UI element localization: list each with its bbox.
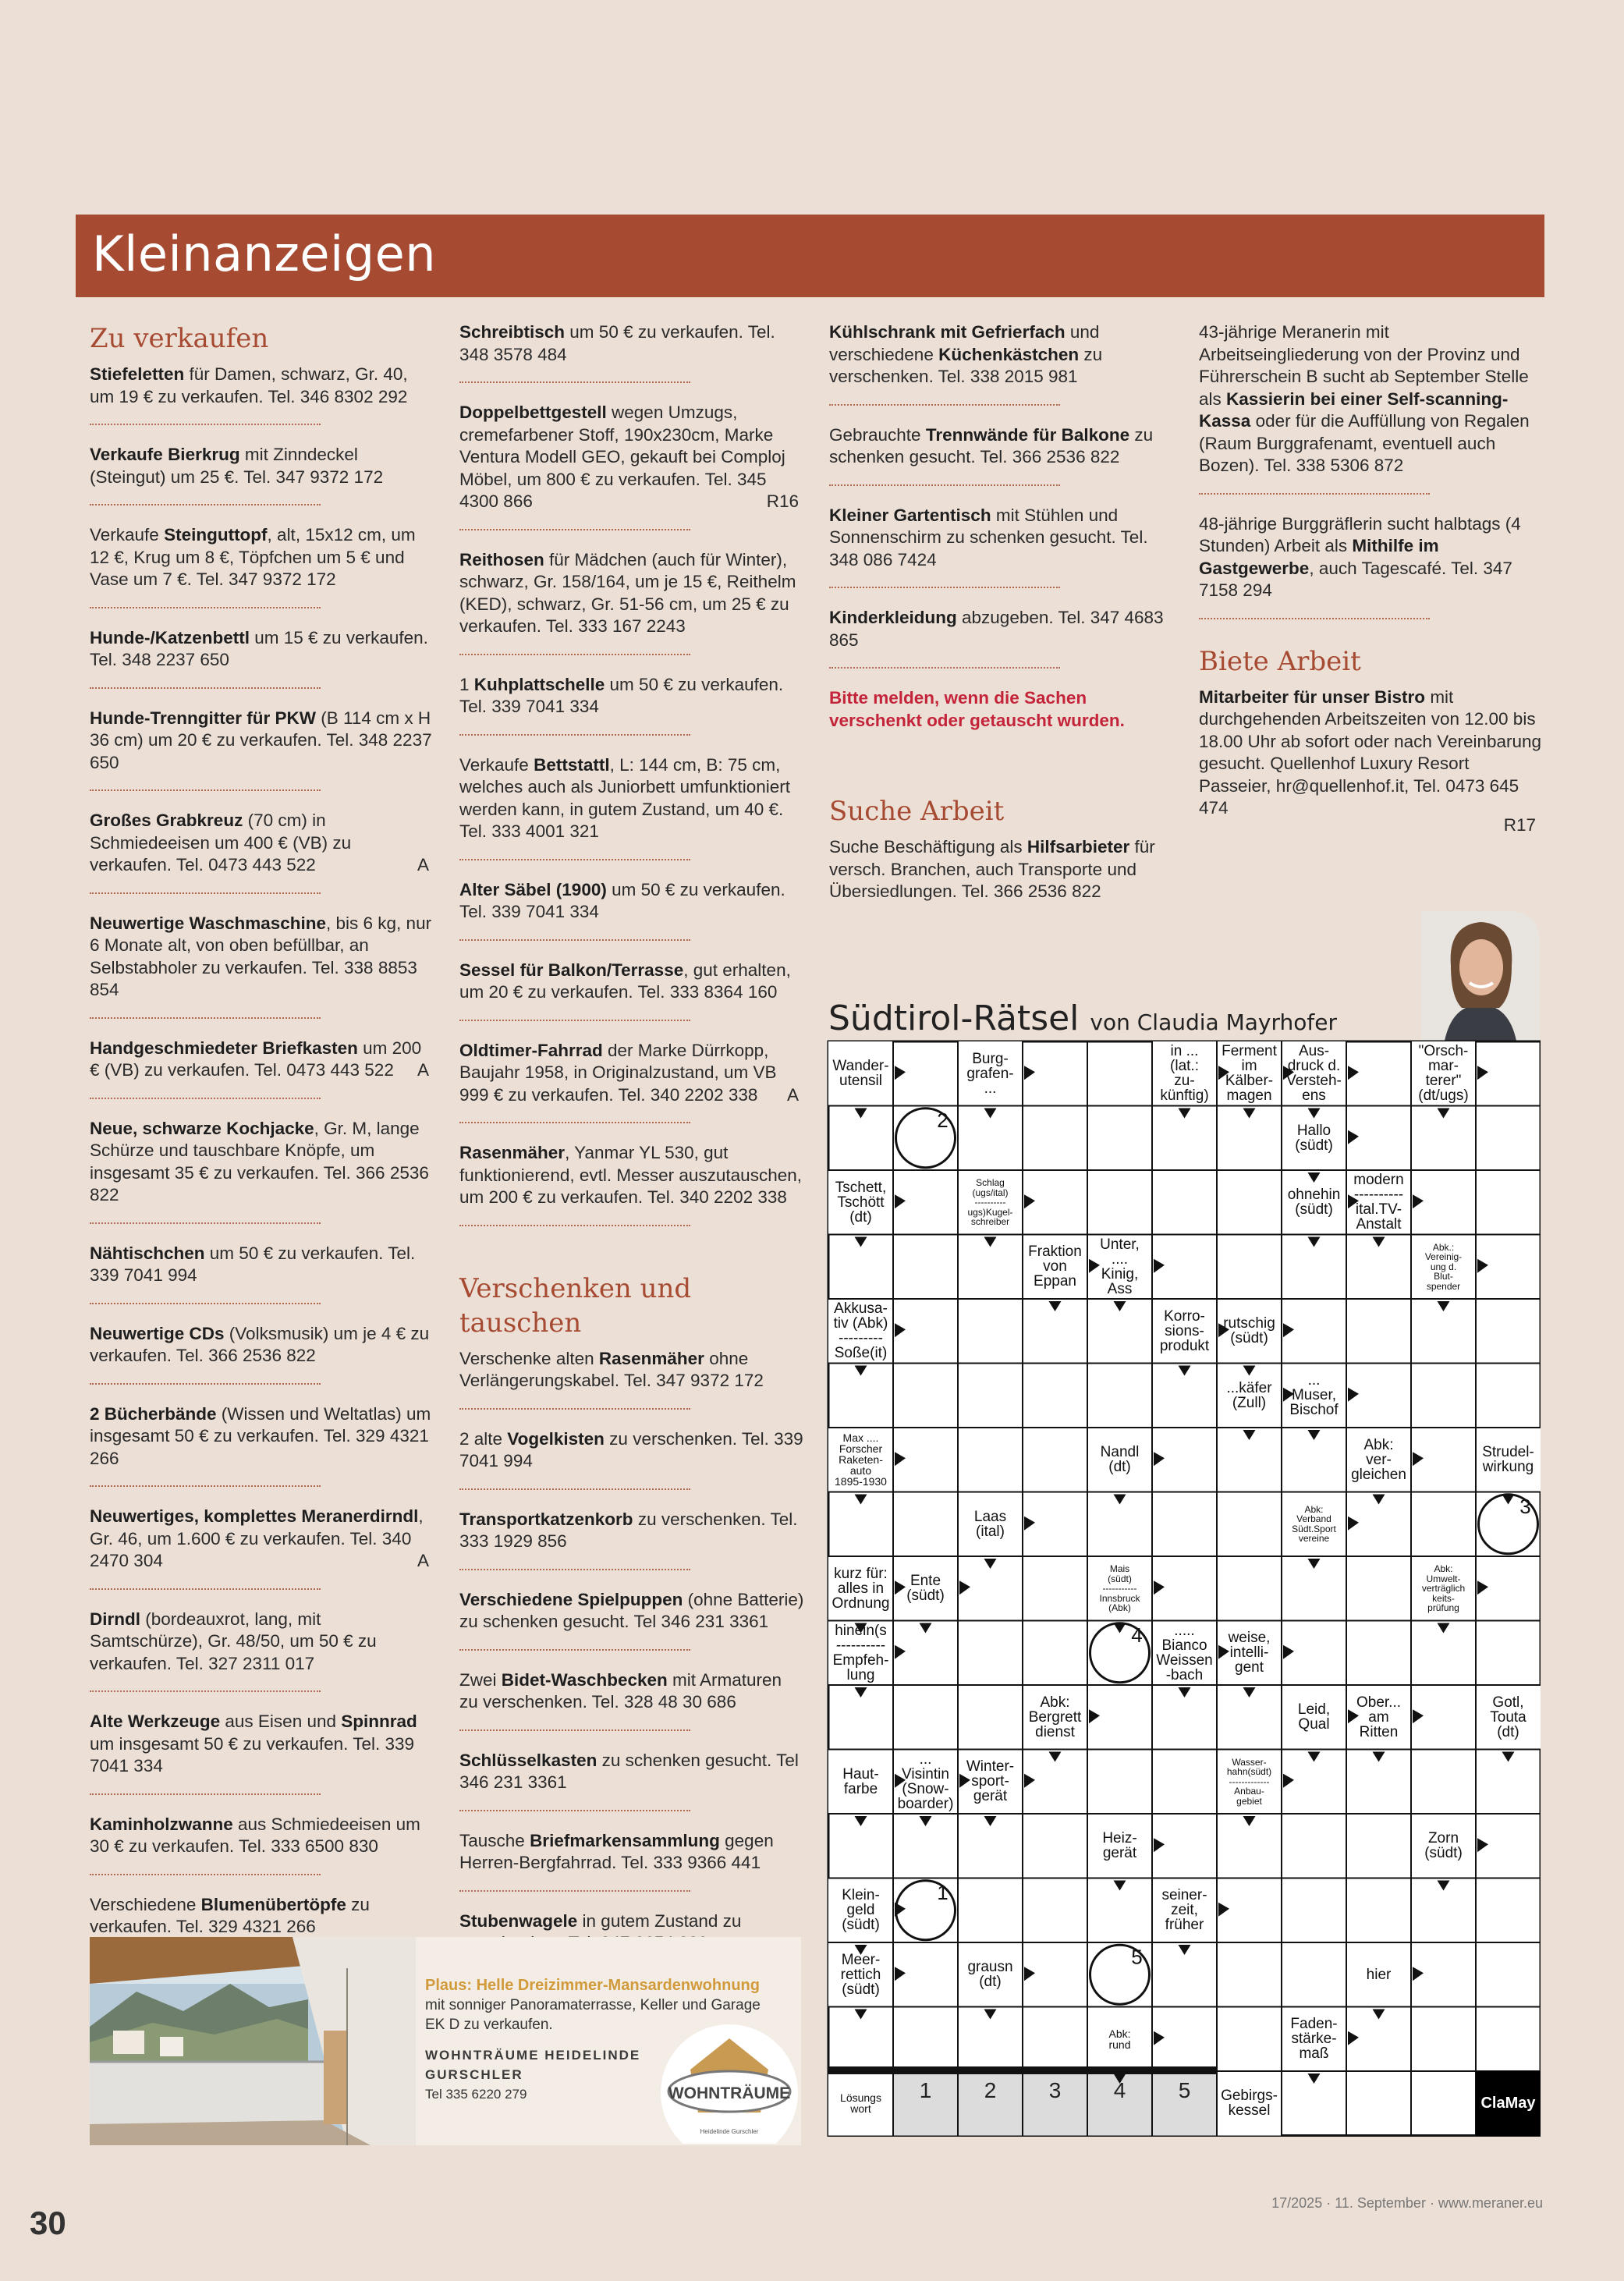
classified-ad: Verkaufe Steinguttopf, alt, 15x12 cm, um 12 €, Krug um 8 €, Töpfchen um 5 € und Vase um 7 €. Tel. 347 9372 172 (90, 524, 435, 608)
classified-ad: Dirndl (bordeauxrot, lang, mit Samtschürze), Gr. 48/50, um 50 € zu verkaufen. Tel. 327 2311 017 (90, 1609, 435, 1693)
page-number: 30 (30, 2205, 66, 2241)
clue-text: Haut- farbe (842, 1765, 879, 1797)
section-title: Kleinanzeigen (92, 225, 437, 282)
clue-text: kurz für: alles in Ordnung (832, 1565, 890, 1612)
heading-verschenken: Verschenken und tauschen (459, 1272, 692, 1339)
clue-text: Abk.: Vereinig- ung d. Blut- spender (1424, 1241, 1463, 1292)
solution-slot-number: 4 (1113, 2078, 1126, 2102)
classified-ad: Hunde-/Katzenbettl um 15 € zu verkaufen. Tel. 348 2237 650 (90, 627, 435, 689)
classified-ad: Neuwertige Waschmaschine, bis 6 kg, nur 6 Monate alt, von oben befüllbar, an Selbstabholer zu verkaufen. Tel. 338 8853 854 (90, 913, 435, 1019)
ad-biete-arbeit: Mitarbeiter für unser Bistro mit durchgehenden Arbeitszeiten von 12.00 bis 18.00 Uhr ab sofort oder nach Vereinbarung gesucht. Quellenhof Luxury Resort Passeier, hr@quellenhof.it, Tel. 0473 645 474 R17 (1199, 686, 1542, 835)
clue-text: Abk: Bergrett dienst (1028, 1694, 1082, 1740)
clue-text: Nandl (dt) (1100, 1444, 1140, 1476)
solution-number: 2 (937, 1108, 949, 1132)
classified-ad: Handgeschmiedeter Briefkasten um 200 € (VB) zu verkaufen. Tel. 0473 443 522 A (90, 1038, 435, 1099)
clue-text: Unter, .... Kinig, Ass (1100, 1236, 1140, 1297)
ad-suche-arbeit: Suche Beschäftigung als Hilfsarbieter für versch. Branchen, auch Transporte und Übersiedlungen. Tel. 366 2536 822 (829, 837, 1155, 901)
real-estate-ad (90, 1937, 801, 2145)
clue-text: in ... (lat.: zu- künftig) (1160, 1043, 1209, 1105)
heading-biete-arbeit: Biete Arbeit (1199, 645, 1361, 677)
clue-text: Fraktion von Eppan (1028, 1243, 1082, 1290)
classified-ad: 2 alte Vogelkisten zu verschenken. Tel. 339 7041 994 (459, 1428, 805, 1490)
classified-ad: Neuwertige CDs (Volksmusik) um je 4 € zu verkaufen. Tel. 366 2536 822 (90, 1323, 435, 1385)
classified-ad: Neue, schwarze Kochjacke, Gr. M, lange Schürze und tauschbare Knöpfe, um insgesamt 35 € zu verkaufen. Tel. 366 2536 822 (90, 1118, 435, 1224)
classified-ad: Verkaufe Bettstattl, L: 144 cm, B: 75 cm, welches auch als Juniorbett umfunktioniert werden kann, in gutem Zustand, um 40 €. Tel. 333 4001 321 (459, 754, 805, 860)
clue-text: hinein(s ---------- Empfeh- lung (832, 1622, 889, 1683)
classified-ad: Alter Säbel (1900) um 50 € zu verkaufen. Tel. 339 7041 334 (459, 879, 805, 941)
solution-number: 1 (937, 1880, 949, 1904)
classified-ad: Verschiedene Blumenübertöpfe zu verkaufen. Tel. 329 4321 266 (90, 1894, 435, 1956)
classified-ad: Verkaufe Bierkrug mit Zinndeckel (Steingut) um 25 €. Tel. 347 9372 172 (90, 444, 435, 506)
agency-name-2: GURSCHLER (425, 2067, 523, 2082)
clue-text: Mais (südt) ----------- Innsbruck (Abk) (1099, 1563, 1140, 1613)
classified-ad: Verschiedene Spielpuppen (ohne Batterie) zu schenken gesucht. Tel 346 231 3361 (459, 1589, 805, 1651)
clue-text: Meer- rettich (südt) (840, 1951, 881, 1998)
puzzle-title: Südtirol-Rätsel von Claudia Mayrhofer (828, 999, 1337, 1038)
clue-text: ohnehin (südt) (1287, 1187, 1341, 1219)
clue-text: modern ---------- ital.TV- Anstalt (1353, 1172, 1404, 1233)
solution-slot-number: 1 (919, 2078, 932, 2102)
ad-code: A (417, 1551, 429, 1570)
classified-ad: Verschenke alten Rasenmäher ohne Verlängerungskabel. Tel. 347 9372 172 (459, 1348, 805, 1410)
ad-code: A (417, 1060, 429, 1080)
classified-ad: Alte Werkzeuge aus Eisen und Spinnrad um insgesamt 50 € zu verkaufen. Tel. 339 7041 334 (90, 1711, 435, 1795)
solution-number: 4 (1131, 1623, 1143, 1647)
author-badge: ClaMay (1476, 2071, 1541, 2136)
clue-text: Korro- sions- produkt (1159, 1307, 1210, 1354)
classified-ad: Hunde-Trenngitter für PKW (B 114 cm x H 36 cm) um 20 € zu verkaufen. Tel. 348 2237 650 (90, 708, 435, 792)
classified-ad: 48-jährige Burggräflerin sucht halbtags (4 Stunden) Arbeit als Mithilfe im Gastgewerbe, auch Tagescafé. Tel. 347 7158 294 (1199, 513, 1542, 619)
clue-text: Ober... am Ritten (1356, 1694, 1402, 1740)
clue-text: Wander- utensil (832, 1058, 889, 1090)
classified-ad: Sessel für Balkon/Terrasse, gut erhalten, um 20 € zu verkaufen. Tel. 333 8364 160 (459, 960, 805, 1021)
classified-ad: 2 Bücherbände (Wissen und Weltatlas) um insgesamt 50 € zu verkaufen. Tel. 329 4321 266 (90, 1403, 435, 1488)
wohntraeume-logo (651, 2015, 800, 2144)
clue-text: Max .... Forscher Raketen- auto 1895-1930 (835, 1431, 887, 1488)
ad-description: mit sonniger Panoramaterrasse, Keller und Garage EK D zu verkaufen. (425, 1997, 761, 2033)
clue-text: "Orsch- mar- terer" (dt/ugs) (1418, 1043, 1469, 1105)
classified-ad: Stubenwagele in gutem Zustand zu (459, 1910, 805, 1972)
issue-info: 17/2025 · 11. September · www.meraner.eu (1271, 2195, 1543, 2211)
clue-text: Lösungs wort (840, 2091, 881, 2116)
classified-ad: Gebrauchte Trennwände für Balkone zu schenken gesucht. Tel. 366 2536 822 (829, 424, 1175, 486)
clue-text: Ente (südt) (906, 1573, 945, 1605)
classified-ad: Kaminholzwanne aus Schmiedeeisen um 30 € zu verkaufen. Tel. 333 6500 830 (90, 1814, 435, 1875)
solution-number: 5 (1131, 1945, 1143, 1969)
classified-ad: Kühlschrank mit Gefrierfach und verschiedene Küchenkästchen zu verschenken. Tel. 338 2015 981 (829, 321, 1175, 406)
classified-ad: Kleiner Gartentisch mit Stühlen und Sonnenschirm zu schenken gesucht. Tel. 348 086 7424 (829, 505, 1175, 589)
clue-text: Schlag (ugs/ital) ---------- ugs)Kugel- schreiber (967, 1177, 1013, 1227)
clue-text: Tschett, Tschött (dt) (835, 1179, 887, 1226)
clue-text: Akkusa- tiv (Abk) --------- Soße(it) (833, 1300, 888, 1362)
column-2 (459, 321, 805, 1991)
heading-suche-arbeit: Suche Arbeit (829, 796, 1005, 827)
classified-ad: Reithosen für Mädchen (auch für Winter), schwarz, Gr. 158/164, um je 15 €, Reithelm (KED), schwarz, Gr. 51-56 cm, um 25 € zu verkaufen. Tel. 333 167 2243 (459, 549, 805, 655)
classified-ad: Zwei Bidet-Waschbecken mit Armaturen zu verschenken. Tel. 328 48 30 686 (459, 1669, 805, 1731)
agency-phone: Tel 335 6220 279 (425, 2087, 527, 2102)
classified-ad: Stiefeletten für Damen, schwarz, Gr. 40, um 19 € zu verkaufen. Tel. 346 8302 292 (90, 364, 435, 425)
column-1 (90, 321, 435, 1974)
ad-code: A (417, 855, 429, 874)
solution-number: 3 (1519, 1494, 1531, 1518)
clue-text: Abk: rund (1108, 2027, 1131, 2051)
clue-text: seiner- zeit, früher (1161, 1887, 1207, 1934)
column-3 (829, 321, 1175, 939)
classified-ad: 43-jährige Meranerin mit Arbeitseingliederung von der Provinz und Führerschein B sucht ab September Stelle als Kassierin bei einer Self-scanning-Kassa oder für die Auffüllung von Regalen (Raum Burggrafenamt, eventuell auch Bozen). Tel. 338 5306 872 (1199, 321, 1542, 495)
clue-text: ...käfer (Zull) (1226, 1379, 1272, 1411)
notice-text: Bitte melden, wenn die Sachen verschenkt oder getauscht wurden. (829, 688, 1125, 730)
clue-text: Zorn (südt) (1424, 1830, 1463, 1862)
clue-text: Abk: ver- gleichen (1351, 1436, 1406, 1483)
classified-ad: Rasenmäher, Yanmar YL 530, gut funktionierend, evtl. Messer auszutauschen, um 200 € zu verkaufen. Tel. 340 2202 338 (459, 1142, 805, 1226)
logo-sub: IMMOBILIEN (708, 2116, 750, 2123)
clue-text: Klein- geld (südt) (842, 1887, 880, 1934)
clue-text: Ferment im Kälber- magen (1222, 1043, 1277, 1105)
clue-text: Heiz- gerät (1102, 1830, 1137, 1862)
solution-slot-number: 2 (984, 2078, 997, 2102)
solution-slot-number: 3 (1048, 2078, 1062, 2102)
ad-code: A (786, 1084, 799, 1105)
classified-ad: Doppelbettgestell wegen Umzugs, cremefarbener Stoff, 190x230cm, Marke Ventura Modell GEO, gekauft bei Comploj Möbel, um 800 € zu verkaufen. Tel. 345 4300 866 R16 (459, 402, 805, 530)
crossword-puzzle (827, 1040, 1541, 2144)
clue-text: ... Muser, Bischof (1289, 1372, 1339, 1419)
logo-text: WOHNTRÄUME (668, 2084, 791, 2102)
classified-ad: Tausche Briefmarkensammlung gegen Herren-Bergfahrrad. Tel. 333 9366 441 (459, 1830, 805, 1892)
classified-ad: Großes Grabkreuz (70 cm) in Schmiedeeisen um 400 € (VB) zu verkaufen. Tel. 0473 443 522 A (90, 810, 435, 894)
clue-text: Aus- druck d. Versteh- ens (1286, 1043, 1342, 1105)
classified-ad: Schreibtisch um 50 € zu verkaufen. Tel. 348 3578 484 (459, 321, 805, 383)
author-portrait (1421, 911, 1540, 1041)
logo-name: Heidelinde Gurschler (700, 2128, 759, 2135)
clue-text: ... Visintin (Snow- boarder) (897, 1751, 954, 1812)
clue-text: grausn (dt) (967, 1959, 1013, 1991)
clue-text: Faden- stärke- maß (1290, 2016, 1338, 2063)
clue-text: Leid, Qual (1297, 1701, 1331, 1733)
classified-ad: 1 Kuhplattschelle um 50 € zu verkaufen. Tel. 339 7041 334 (459, 674, 805, 736)
clue-text: Burg- grafen- ... (966, 1050, 1014, 1097)
classified-ad: Nähtischchen um 50 € zu verkaufen. Tel. 339 7041 994 (90, 1243, 435, 1304)
ad-headline: Plaus: Helle Dreizimmer-Mansardenwohnung (425, 1977, 760, 1994)
clue-text: Abk: Verband Südt.Sport vereine (1292, 1503, 1336, 1545)
ad-code: R16 (766, 491, 799, 511)
clue-text: Abk: Umwelt- verträglich keits- prüfung (1421, 1563, 1466, 1613)
classified-ad: Neuwertiges, komplettes Meranerdirndl, Gr. 46, um 1.600 € zu verkaufen. Tel. 340 2470 304 A (90, 1506, 435, 1590)
classified-ad: Schlüsselkasten zu schenken gesucht. Tel 346 231 3361 (459, 1750, 805, 1811)
clue-text: Wasser- hahn(südt) ------------- Anbau- gebiet (1226, 1756, 1272, 1807)
clue-text: ..... Bianco Weissen -bach (1156, 1622, 1213, 1683)
clue-text: Laas (ital) (973, 1508, 1007, 1540)
clue-text: Gebirgs- kessel (1221, 2088, 1278, 2120)
apartment-terrace-photo (90, 1937, 416, 2145)
clue-text: Winter- sport- gerät (966, 1758, 1015, 1805)
solution-slot-number: 5 (1178, 2078, 1191, 2102)
clue-text: rutschig (südt) (1223, 1315, 1275, 1347)
clue-text: weise, intelli- gent (1228, 1630, 1271, 1676)
clue-text: Hallo (südt) (1295, 1122, 1333, 1154)
clue-text: Gotl, Touta (dt) (1490, 1694, 1526, 1740)
column-4 (1199, 321, 1542, 856)
classified-ad: Kinderkleidung abzugeben. Tel. 347 4683 865 (829, 607, 1175, 669)
heading-zu-verkaufen: Zu verkaufen (90, 323, 269, 354)
classified-ad: Transportkatzenkorb zu verschenken. Tel. 333 1929 856 (459, 1509, 805, 1570)
classified-ad: Oldtimer-Fahrrad der Marke Dürrkopp, Baujahr 1958, in Originalzustand, um VB 999 € zu verkaufen. Tel. 340 2202 338 A (459, 1040, 805, 1124)
clue-text: hier (1366, 1966, 1392, 1983)
agency-name-1: WOHNTRÄUME HEIDELINDE (425, 2048, 641, 2063)
clue-text: Strudel- wirkung (1482, 1444, 1534, 1476)
